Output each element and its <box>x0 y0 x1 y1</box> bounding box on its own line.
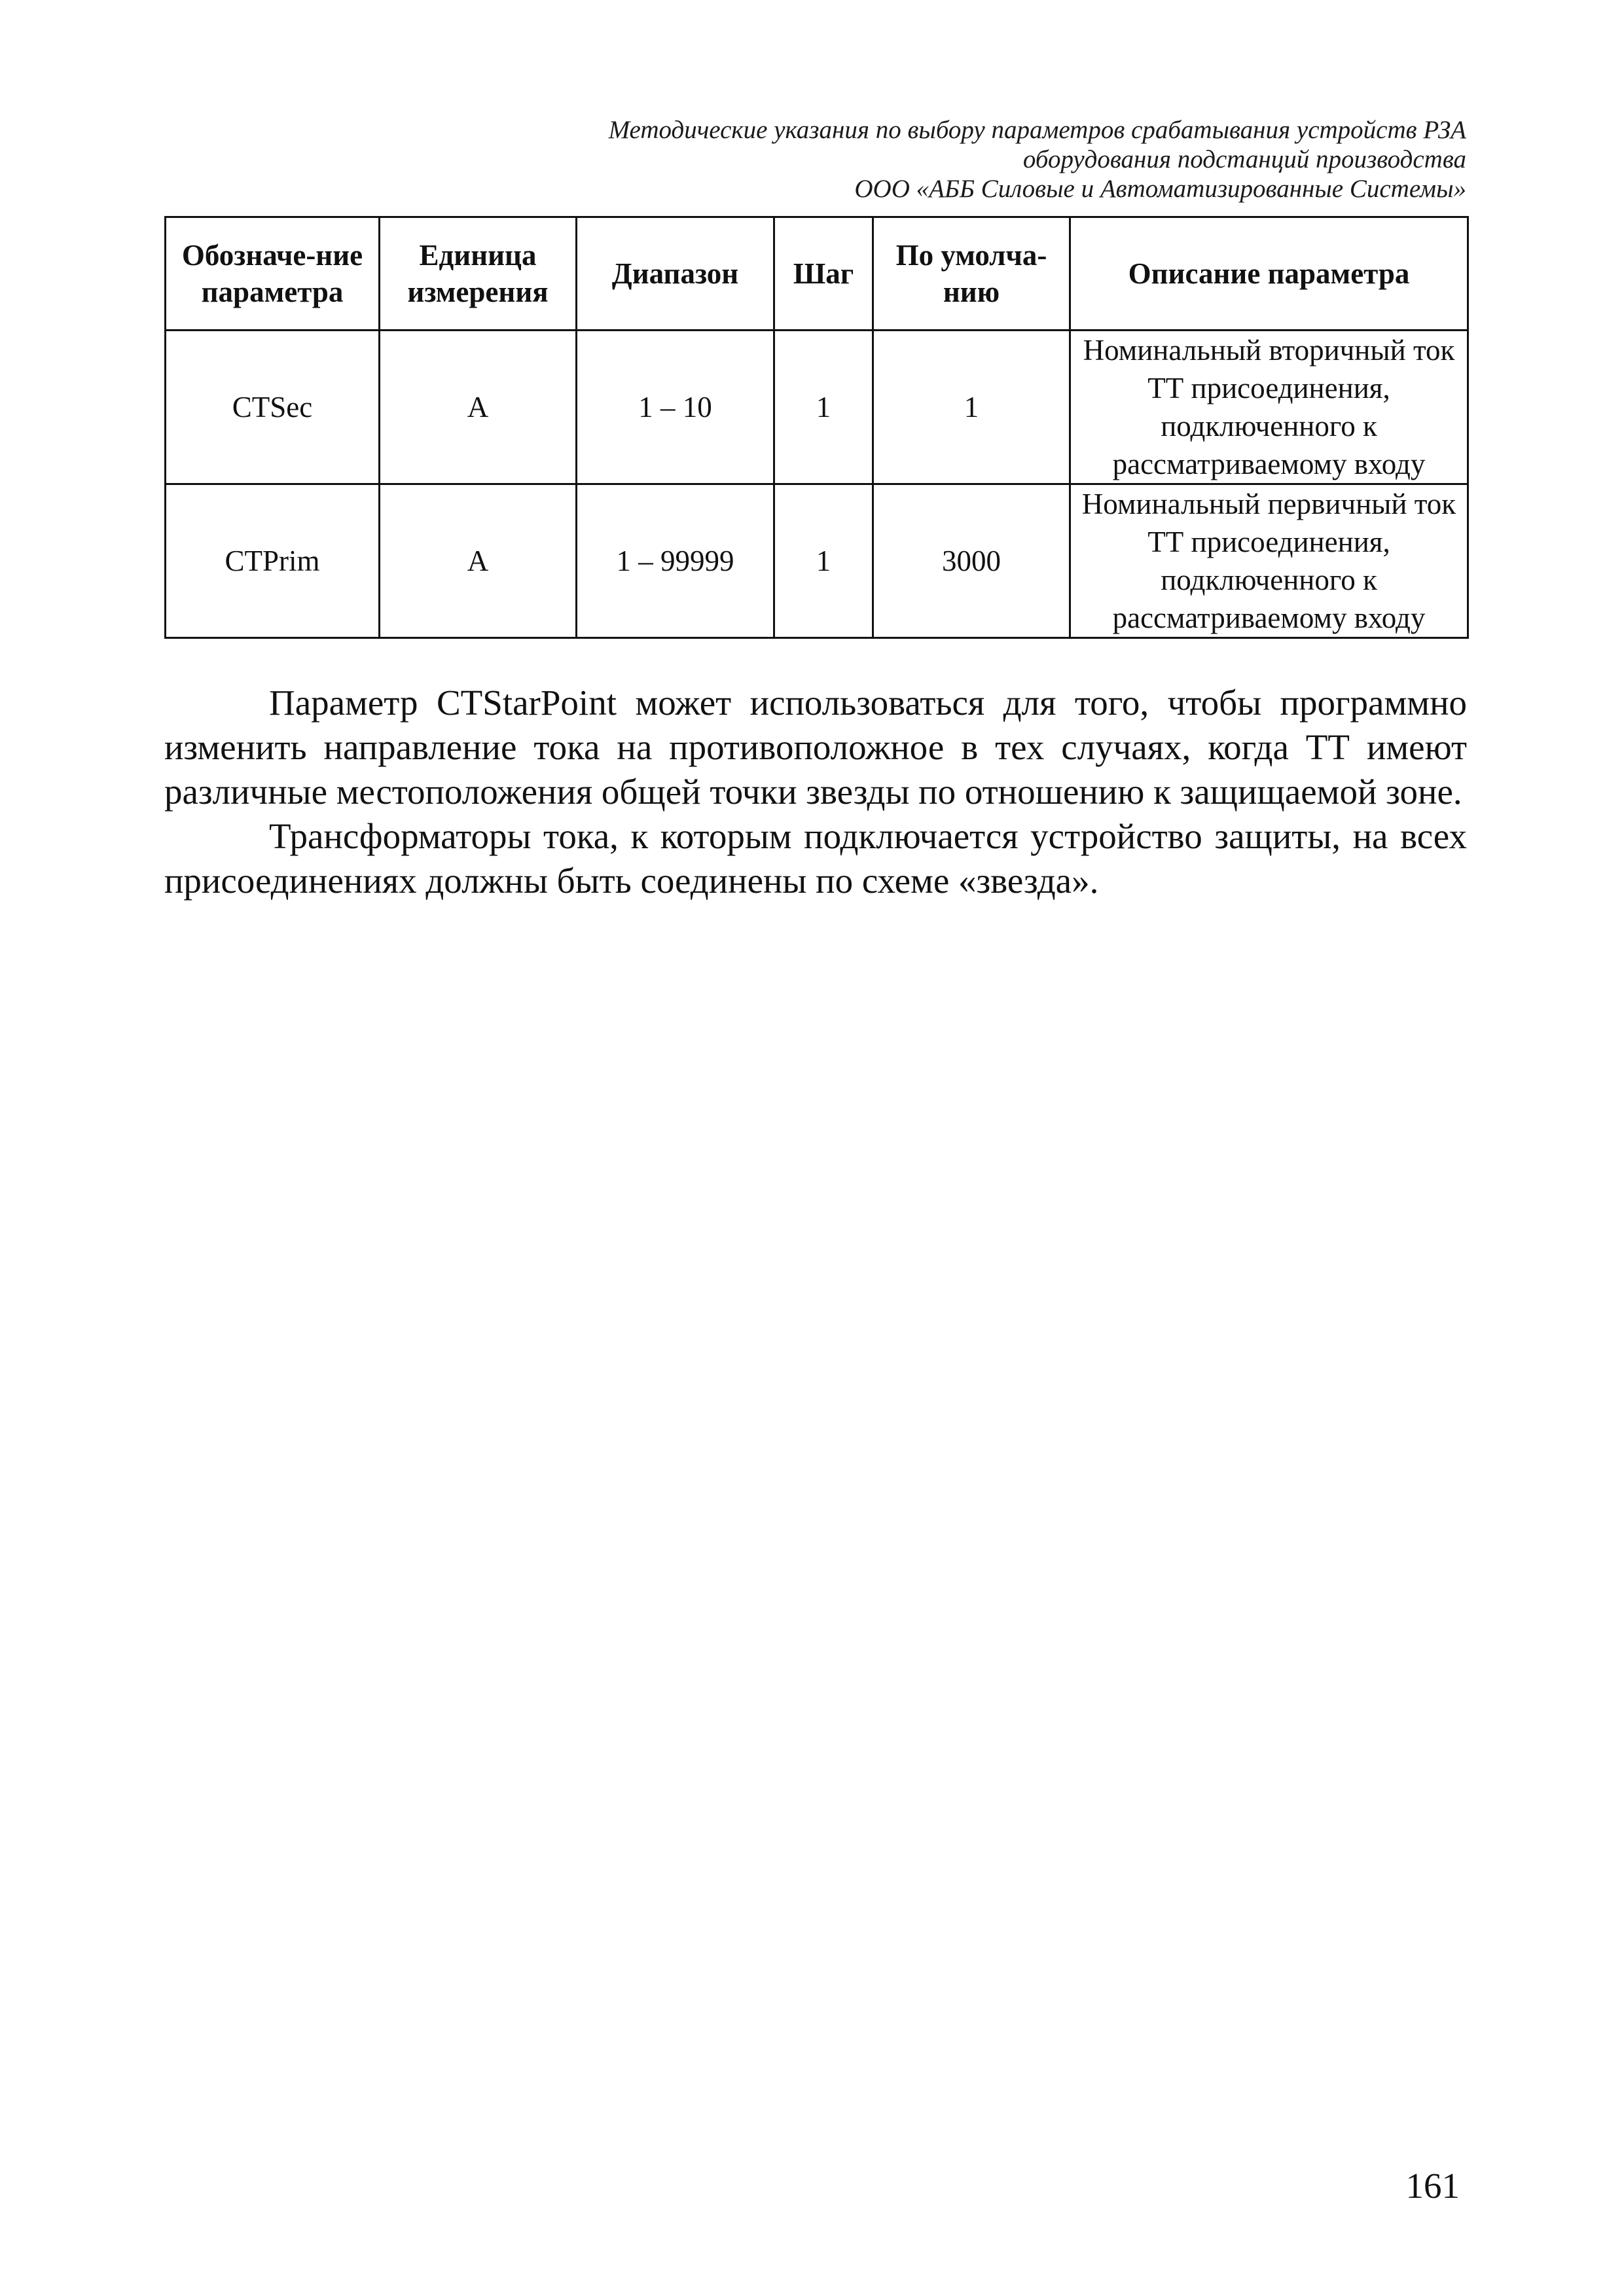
table-cell-unit: A <box>380 484 577 638</box>
column-header-description: Описание параметра <box>1070 217 1468 331</box>
running-header-line-1: Методические указания по выбору параметров срабатывания устройств РЗА <box>608 116 1466 144</box>
parameters-table <box>164 216 1469 639</box>
table-row <box>166 484 1468 638</box>
table-cell-step: 1 <box>774 331 873 484</box>
table-cell-step: 1 <box>774 484 873 638</box>
column-header-range: Диапазон <box>577 217 774 331</box>
column-header-unit: Единица измерения <box>380 217 577 331</box>
column-header-designation: Обозначе-ние параметра <box>166 217 380 331</box>
body-text <box>164 681 1467 903</box>
running-header-line-2: оборудования подстанций производства <box>1022 145 1466 173</box>
table-cell-unit: A <box>380 331 577 484</box>
column-header-default: По умолча-нию <box>873 217 1070 331</box>
table-cell-default: 1 <box>873 331 1070 484</box>
column-header-step: Шаг <box>774 217 873 331</box>
table-cell-description: Номинальный вторичный ток ТТ присоединения, подключенного к рассматриваемому входу <box>1070 331 1468 484</box>
table-cell-designation: CTSec <box>166 331 380 484</box>
table-row <box>166 331 1468 484</box>
table-cell-designation: CTPrim <box>166 484 380 638</box>
paragraph: Параметр CTStarPoint может использоваться для того, чтобы программно изменить направление тока на противоположное в тех случаях, когда ТТ имеют различные местоположения общей точки звезды по отношению к защищаемой зоне. <box>164 683 1467 812</box>
running-header <box>164 115 1466 204</box>
running-header-line-3: ООО «АББ Силовые и Автоматизированные Системы» <box>854 175 1466 203</box>
table-cell-range: 1 – 99999 <box>577 484 774 638</box>
paragraph: Трансформаторы тока, к которым подключается устройство защиты, на всех присоединениях должны быть соединены по схеме «звезда». <box>164 816 1467 901</box>
table-header-row <box>166 217 1468 331</box>
table-cell-default: 3000 <box>873 484 1070 638</box>
table-cell-range: 1 – 10 <box>577 331 774 484</box>
page-number: 161 <box>1405 2166 1460 2206</box>
table-cell-description: Номинальный первичный ток ТТ присоединения, подключенного к рассматриваемому входу <box>1070 484 1468 638</box>
